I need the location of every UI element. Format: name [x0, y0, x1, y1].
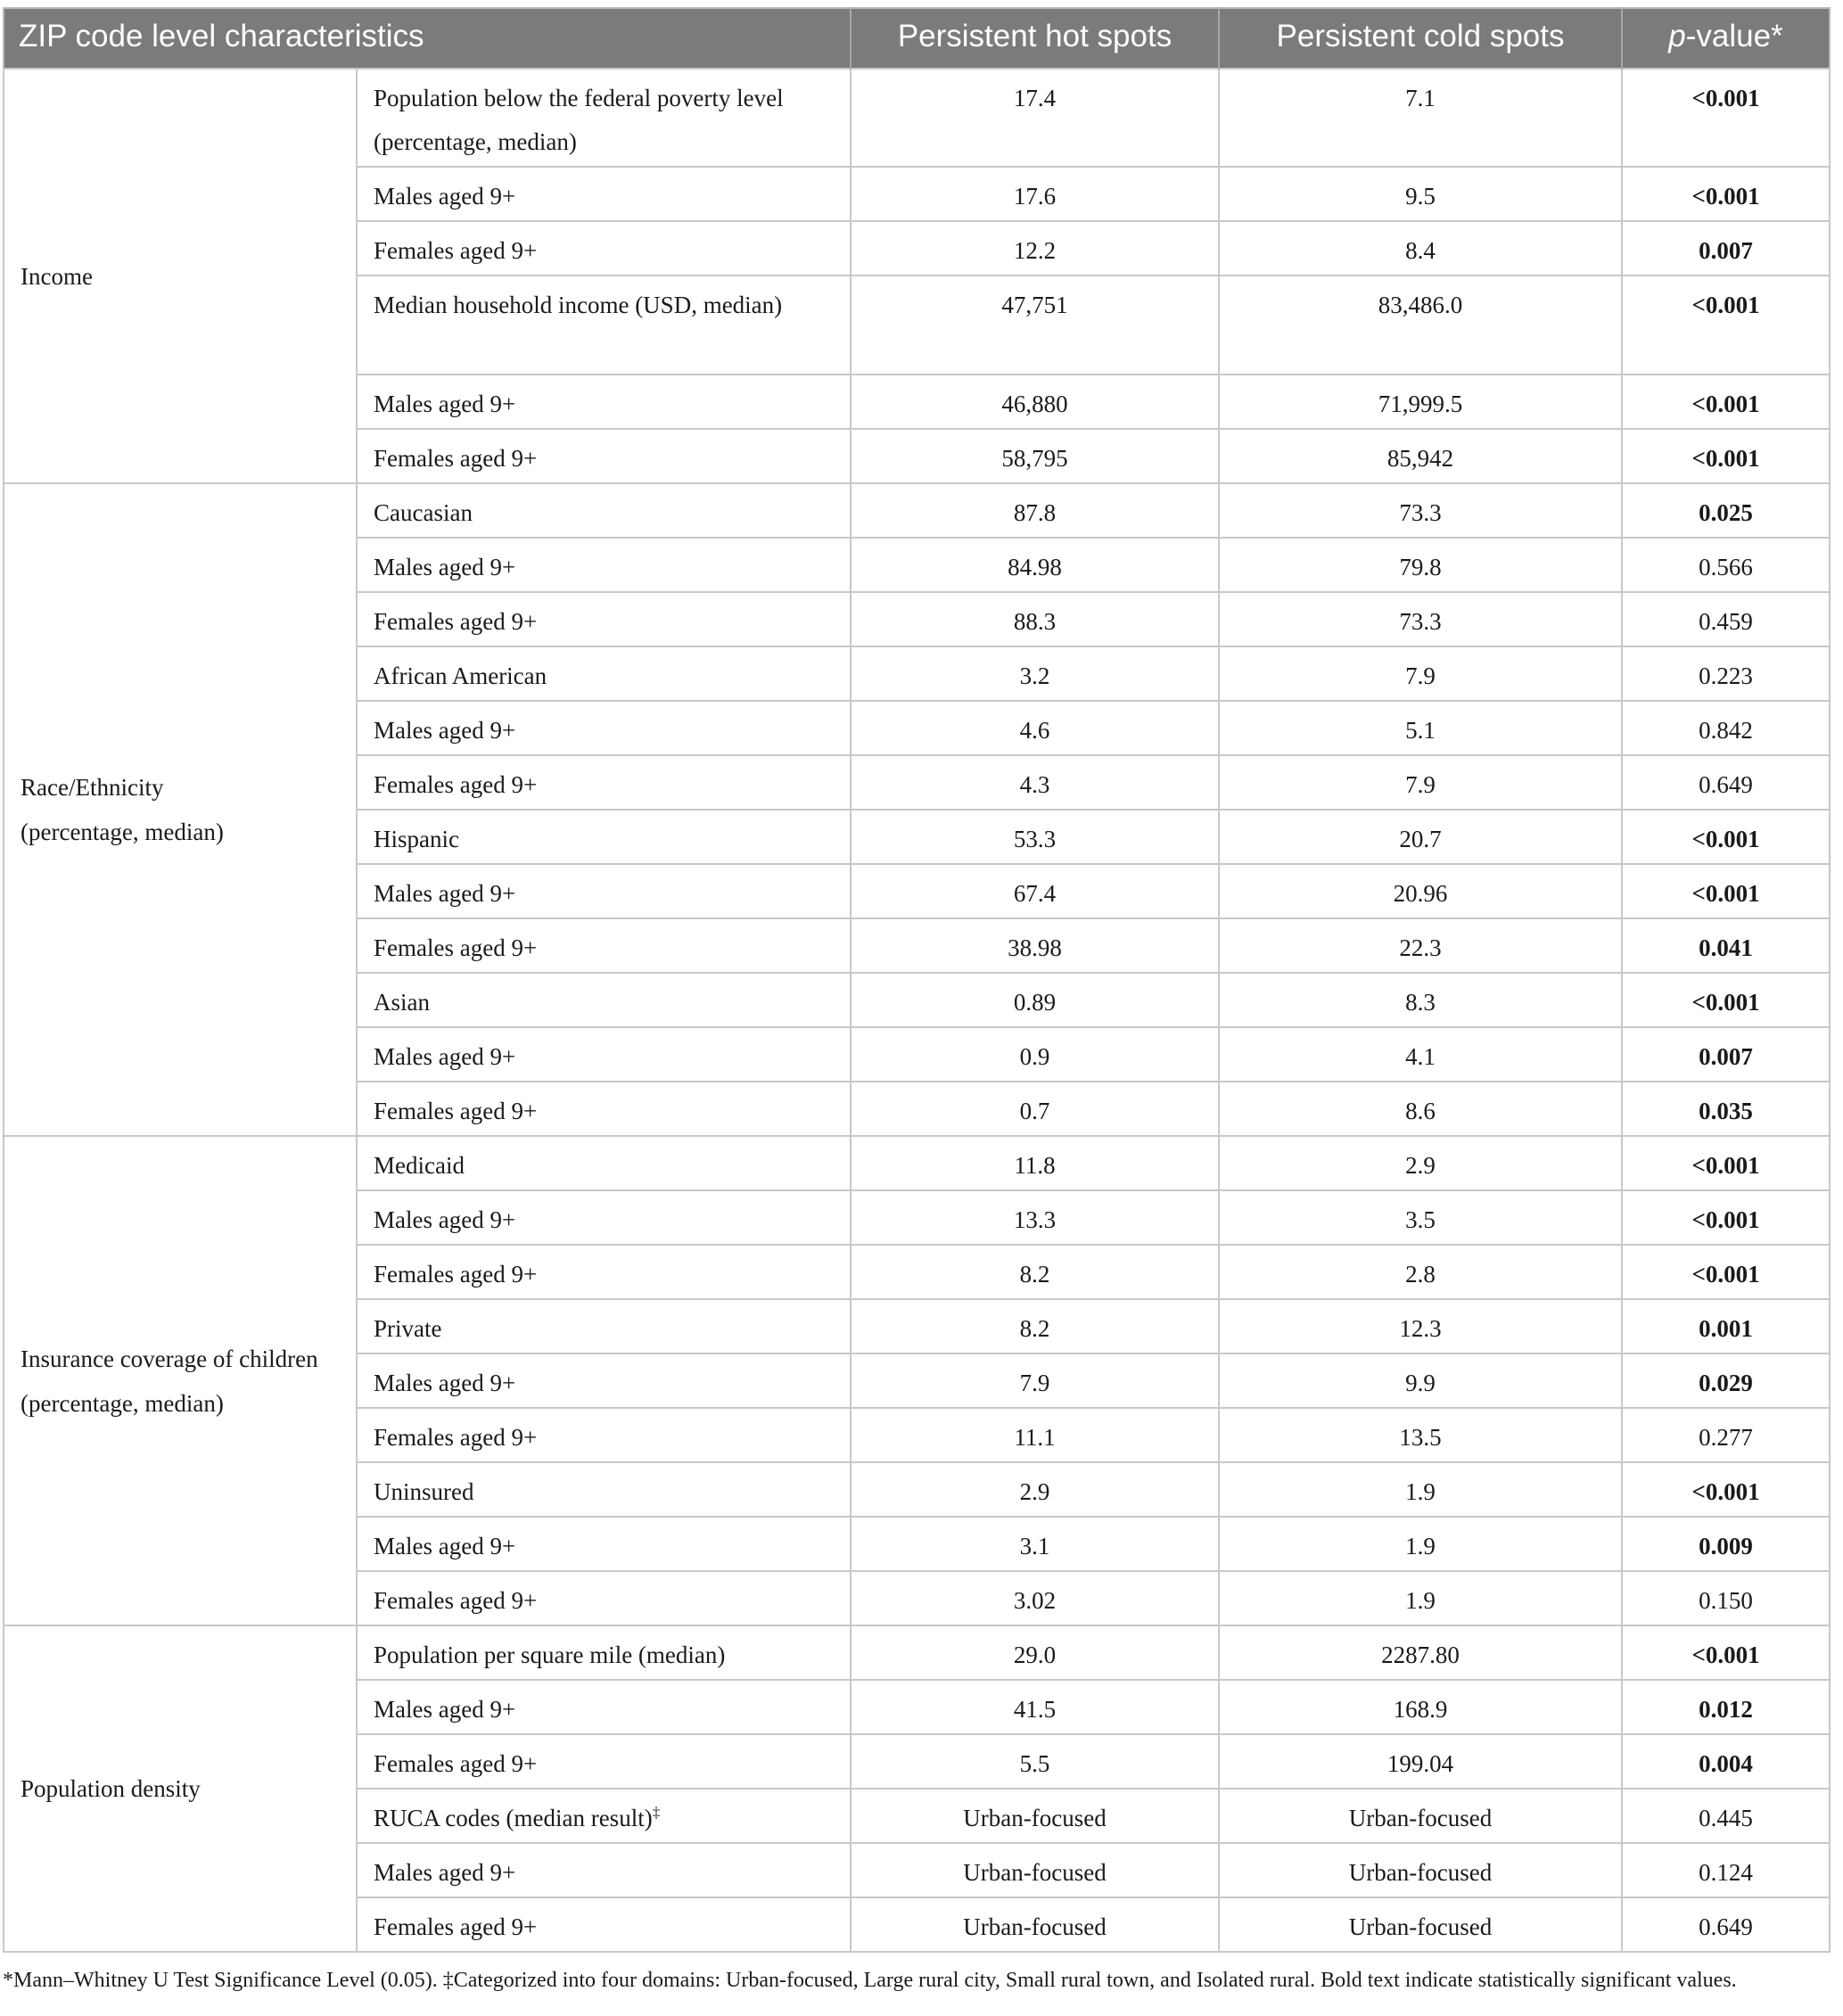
- cold-value: 71,999.5: [1219, 374, 1622, 429]
- row-label: Males aged 9+: [357, 1680, 851, 1734]
- row-label: Private: [357, 1299, 851, 1354]
- table-row: [4, 1625, 1830, 1680]
- hot-value: 3.2: [851, 646, 1219, 701]
- p-value: <0.001: [1622, 374, 1830, 429]
- header-p-rest: -value*: [1685, 19, 1783, 53]
- cold-value: Urban-focused: [1219, 1843, 1622, 1897]
- header-cold-spots: Persistent cold spots: [1219, 8, 1622, 69]
- cold-value: 79.8: [1219, 538, 1622, 592]
- group-population-density: [4, 1625, 357, 1952]
- table-row: [4, 1136, 1830, 1190]
- row-label: Males aged 9+: [357, 1843, 851, 1897]
- cold-value: 2.9: [1219, 1136, 1622, 1190]
- hot-value: 4.3: [851, 755, 1219, 810]
- hot-value: 88.3: [851, 592, 1219, 646]
- cold-value: 8.4: [1219, 221, 1622, 276]
- cold-value: 85,942: [1219, 429, 1622, 483]
- p-value: 0.029: [1622, 1354, 1830, 1408]
- row-label-text: RUCA codes (median result): [374, 1805, 653, 1831]
- cold-value: 5.1: [1219, 701, 1622, 755]
- row-label: Males aged 9+: [357, 864, 851, 918]
- group-label: Income: [21, 262, 93, 290]
- row-label: Females aged 9+: [357, 1897, 851, 1952]
- row-label-line2: (percentage, median): [374, 128, 577, 155]
- row-label: Males aged 9+: [357, 1027, 851, 1082]
- row-label: Females aged 9+: [357, 592, 851, 646]
- p-value: <0.001: [1622, 429, 1830, 483]
- p-value: <0.001: [1622, 864, 1830, 918]
- cold-value: 199.04: [1219, 1734, 1622, 1789]
- hot-value: 53.3: [851, 810, 1219, 864]
- hot-value: 29.0: [851, 1625, 1219, 1680]
- p-value: 0.445: [1622, 1789, 1830, 1843]
- cold-value: 13.5: [1219, 1408, 1622, 1462]
- row-label: Population per square mile (median): [357, 1625, 851, 1680]
- p-value: 0.035: [1622, 1082, 1830, 1136]
- p-value: 0.001: [1622, 1299, 1830, 1354]
- group-label: Population density: [21, 1775, 201, 1802]
- cold-value: 2.8: [1219, 1245, 1622, 1299]
- hot-value: 87.8: [851, 483, 1219, 538]
- group-label-line2: (percentage, median): [21, 1389, 224, 1417]
- row-label: African American: [357, 646, 851, 701]
- row-label: Females aged 9+: [357, 1082, 851, 1136]
- cold-value: 1.9: [1219, 1462, 1622, 1517]
- cold-value: Urban-focused: [1219, 1897, 1622, 1952]
- row-label: Asian: [357, 973, 851, 1027]
- cold-value: 7.9: [1219, 755, 1622, 810]
- hot-value: Urban-focused: [851, 1897, 1219, 1952]
- hot-value: 5.5: [851, 1734, 1219, 1789]
- cold-value: 8.3: [1219, 973, 1622, 1027]
- cold-value: 1.9: [1219, 1517, 1622, 1571]
- cold-value: 9.5: [1219, 167, 1622, 221]
- cold-value: 9.9: [1219, 1354, 1622, 1408]
- row-label: [357, 1789, 851, 1843]
- cold-value: 73.3: [1219, 592, 1622, 646]
- cold-value: 22.3: [1219, 918, 1622, 973]
- row-label-line1: Population below the federal poverty level: [374, 85, 784, 111]
- cold-value: Urban-focused: [1219, 1789, 1622, 1843]
- hot-value: 58,795: [851, 429, 1219, 483]
- header-p-italic: p: [1668, 19, 1686, 53]
- cold-value: 168.9: [1219, 1680, 1622, 1734]
- row-label: Males aged 9+: [357, 701, 851, 755]
- p-value: <0.001: [1622, 810, 1830, 864]
- table-header-row: [4, 8, 1830, 69]
- p-value: 0.012: [1622, 1680, 1830, 1734]
- group-race-ethnicity: [4, 483, 357, 1136]
- hot-value: 46,880: [851, 374, 1219, 429]
- header-characteristics: ZIP code level characteristics: [4, 8, 851, 69]
- p-value: <0.001: [1622, 1245, 1830, 1299]
- row-label: Males aged 9+: [357, 1517, 851, 1571]
- hot-value: 2.9: [851, 1462, 1219, 1517]
- p-value: <0.001: [1622, 1190, 1830, 1245]
- row-label: Females aged 9+: [357, 1408, 851, 1462]
- row-label: Uninsured: [357, 1462, 851, 1517]
- group-label-line1: Race/Ethnicity: [21, 774, 164, 801]
- row-label: Medicaid: [357, 1136, 851, 1190]
- hot-value: 12.2: [851, 221, 1219, 276]
- cold-value: 7.1: [1219, 69, 1622, 167]
- hot-value: 0.7: [851, 1082, 1219, 1136]
- cold-value: 8.6: [1219, 1082, 1622, 1136]
- row-label: Median household income (USD, median): [357, 276, 851, 374]
- row-label: Hispanic: [357, 810, 851, 864]
- hot-value: 41.5: [851, 1680, 1219, 1734]
- cold-value: 73.3: [1219, 483, 1622, 538]
- hot-value: 67.4: [851, 864, 1219, 918]
- p-value: 0.223: [1622, 646, 1830, 701]
- hot-value: 0.9: [851, 1027, 1219, 1082]
- hot-value: 84.98: [851, 538, 1219, 592]
- group-insurance-coverage: [4, 1136, 357, 1625]
- footnote-mark: ‡: [652, 1804, 661, 1821]
- row-label: Males aged 9+: [357, 1354, 851, 1408]
- group-income: [4, 69, 357, 483]
- row-label: Caucasian: [357, 483, 851, 538]
- p-value: 0.459: [1622, 592, 1830, 646]
- hot-value: 0.89: [851, 973, 1219, 1027]
- row-label: Females aged 9+: [357, 1245, 851, 1299]
- hot-value: Urban-focused: [851, 1789, 1219, 1843]
- row-label: Males aged 9+: [357, 1190, 851, 1245]
- p-value: 0.649: [1622, 1897, 1830, 1952]
- header-p-value: [1622, 8, 1830, 69]
- table-row: [4, 483, 1830, 538]
- table-footnote: *Mann–Whitney U Test Significance Level (0.05). ‡Categorized into four domains: Urban-focused, Large rural city, Small rural town, and Isolated rural. Bold text indicate statistically significant values.: [3, 1969, 1737, 1992]
- cold-value: 2287.80: [1219, 1625, 1622, 1680]
- row-label: Males aged 9+: [357, 167, 851, 221]
- header-hot-spots: Persistent hot spots: [851, 8, 1219, 69]
- hot-value: 47,751: [851, 276, 1219, 374]
- row-label: Males aged 9+: [357, 538, 851, 592]
- p-value: 0.007: [1622, 1027, 1830, 1082]
- hot-value: Urban-focused: [851, 1843, 1219, 1897]
- hot-value: 8.2: [851, 1245, 1219, 1299]
- row-label: Males aged 9+: [357, 374, 851, 429]
- table-row: [4, 69, 1830, 167]
- p-value: <0.001: [1622, 276, 1830, 374]
- p-value: <0.001: [1622, 69, 1830, 167]
- cold-value: 12.3: [1219, 1299, 1622, 1354]
- cold-value: 83,486.0: [1219, 276, 1622, 374]
- group-label-line1: Insurance coverage of children: [21, 1345, 318, 1372]
- row-label: Females aged 9+: [357, 1571, 851, 1625]
- cold-value: 1.9: [1219, 1571, 1622, 1625]
- p-value: 0.009: [1622, 1517, 1830, 1571]
- hot-value: 38.98: [851, 918, 1219, 973]
- hot-value: 11.1: [851, 1408, 1219, 1462]
- p-value: <0.001: [1622, 1625, 1830, 1680]
- hot-value: 7.9: [851, 1354, 1219, 1408]
- cold-value: 20.7: [1219, 810, 1622, 864]
- p-value: <0.001: [1622, 1462, 1830, 1517]
- hot-value: 17.6: [851, 167, 1219, 221]
- hot-value: 3.1: [851, 1517, 1219, 1571]
- characteristics-table: [3, 7, 1831, 1953]
- cold-value: 3.5: [1219, 1190, 1622, 1245]
- hot-value: 4.6: [851, 701, 1219, 755]
- p-value: 0.150: [1622, 1571, 1830, 1625]
- p-value: <0.001: [1622, 973, 1830, 1027]
- p-value: 0.566: [1622, 538, 1830, 592]
- hot-value: 17.4: [851, 69, 1219, 167]
- row-label: Females aged 9+: [357, 755, 851, 810]
- row-label: Females aged 9+: [357, 918, 851, 973]
- p-value: <0.001: [1622, 167, 1830, 221]
- row-label: [357, 69, 851, 167]
- p-value: 0.649: [1622, 755, 1830, 810]
- hot-value: 13.3: [851, 1190, 1219, 1245]
- p-value: 0.007: [1622, 221, 1830, 276]
- hot-value: 8.2: [851, 1299, 1219, 1354]
- p-value: 0.025: [1622, 483, 1830, 538]
- row-label: Females aged 9+: [357, 221, 851, 276]
- group-label-line2: (percentage, median): [21, 819, 224, 845]
- p-value: <0.001: [1622, 1136, 1830, 1190]
- cold-value: 7.9: [1219, 646, 1622, 701]
- cold-value: 4.1: [1219, 1027, 1622, 1082]
- row-label: Females aged 9+: [357, 429, 851, 483]
- cold-value: 20.96: [1219, 864, 1622, 918]
- hot-value: 3.02: [851, 1571, 1219, 1625]
- p-value: 0.277: [1622, 1408, 1830, 1462]
- hot-value: 11.8: [851, 1136, 1219, 1190]
- p-value: 0.004: [1622, 1734, 1830, 1789]
- row-label: Females aged 9+: [357, 1734, 851, 1789]
- p-value: 0.842: [1622, 701, 1830, 755]
- p-value: 0.041: [1622, 918, 1830, 973]
- p-value: 0.124: [1622, 1843, 1830, 1897]
